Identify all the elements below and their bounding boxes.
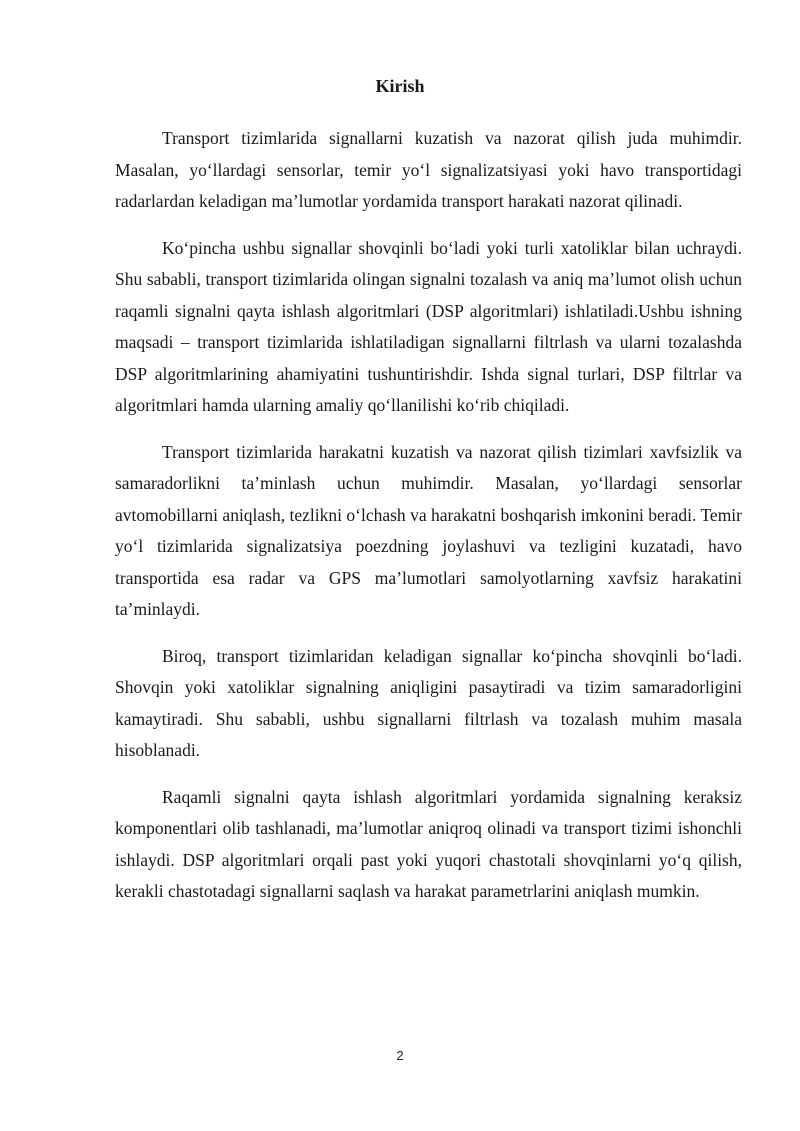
paragraph-3: Transport tizimlarida harakatni kuzatish va nazorat qilish tizimlari xavfsizlik va samaradorlikni ta’minlash uchun muhimdir. Masalan, yo‘llardagi sensorlar avtomobillarni aniqlash, tezlikni o‘lchash va harakatni boshqarish imkonini beradi. Temir yo‘l tizimlarida signalizatsiya poezdning joylashuvi va tezligini kuzatadi, havo transportida esa radar va GPS ma’lumotlari samolyotlarning xavfsiz harakatini ta’minlaydi.	[115, 441, 742, 619]
paragraph-5: Raqamli signalni qayta ishlash algoritmlari yordamida signalning keraksiz komponentlari olib tashlanadi, ma’lumotlar aniqroq olinadi va transport tizimi ishonchli ishlaydi. DSP algoritmlari orqali past yoki yuqori chastotali shovqinlarni yo‘q qilish, kerakli chastotadagi signallarni saqlash va harakat parametrlarini aniqlash mumkin.	[115, 786, 742, 901]
page-number: 2	[396, 1048, 404, 1063]
paragraph-4: Biroq, transport tizimlaridan keladigan signallar ko‘pincha shovqinli bo‘ladi. Shovqin yoki xatoliklar signalning aniqligini pasaytiradi va tizim samaradorligini kamaytiradi. Shu sababli, ushbu signallarni filtrlash va tozalash muhim masala hisoblanadi.	[115, 645, 742, 760]
section-title: Kirish	[375, 76, 425, 96]
paragraph-2: Ko‘pincha ushbu signallar shovqinli bo‘ladi yoki turli xatoliklar bilan uchraydi. Shu sababli, transport tizimlarida olingan signalni tozalash va aniq ma’lumot olish uchun raqamli signalni qayta ishlash algoritmlari (DSP algoritmlari) ishlatiladi.Ushbu ishning maqsadi – transport tizimlarida ishlatiladigan signallarni filtrlash va ularni tozalashda DSP algoritmlarining ahamiyatini tushuntirishdir. Ishda signal turlari, DSP filtrlar va algoritmlari hamda ularning amaliy qo‘llanilishi ko‘rib chiqiladi.	[115, 237, 742, 415]
body-text	[115, 123, 742, 923]
paragraph-1: Transport tizimlarida signallarni kuzatish va nazorat qilish juda muhimdir. Masalan, yo‘llardagi sensorlar, temir yo‘l signalizatsiyasi yoki havo transportidagi radarlardan keladigan ma’lumotlar yordamida transport harakati nazorat qilinadi.	[115, 128, 742, 211]
